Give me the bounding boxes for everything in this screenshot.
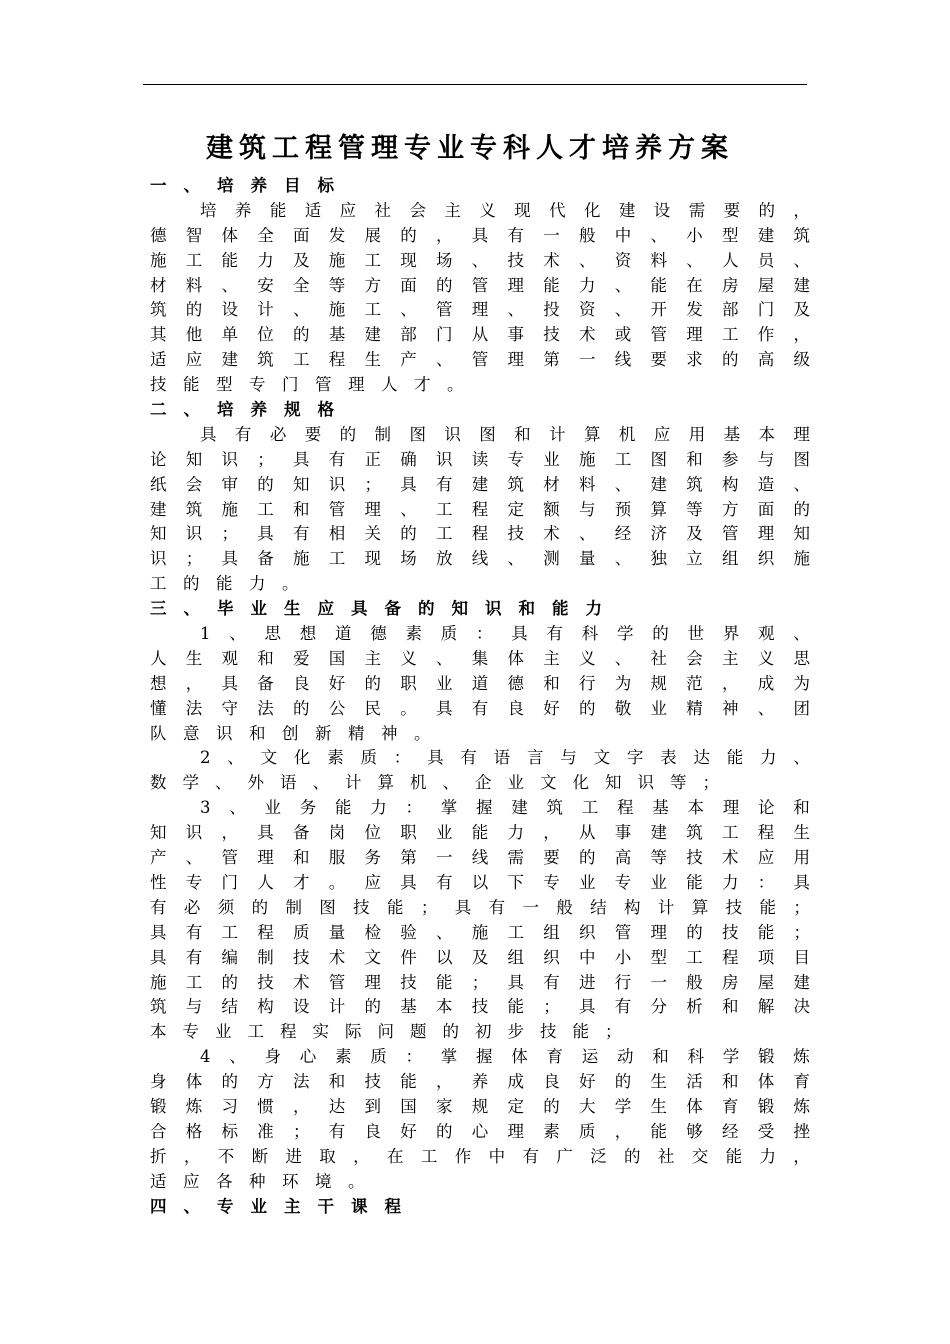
text-line: 施 工 的 技 术 管 理 技 能 ； 具 有 进 行 一 般 房 屋 建 [150, 972, 810, 992]
text-line: 适 应 各 种 环 境 。 [150, 1171, 365, 1191]
text-line: 德 智 体 全 面 发 展 的 ， 具 有 一 般 中 、 小 型 建 筑 [150, 225, 810, 245]
text-line: 具 有 编 制 技 术 文 件 以 及 组 织 中 小 型 工 程 项 目 [150, 947, 810, 967]
text-line: 材 料 、 安 全 等 方 面 的 管 理 能 力 、 能 在 房 屋 建 [150, 275, 810, 295]
text-line: 2 、 文 化 素 质 ： 具 有 语 言 与 文 字 表 达 能 力 、 [200, 748, 810, 768]
section-heading: 二 、 培 养 规 格 [150, 400, 334, 420]
text-line: 筑 与 结 构 设 计 的 基 本 技 能 ； 具 有 分 析 和 解 决 [150, 997, 810, 1017]
text-line: 培 养 能 适 应 社 会 主 义 现 代 化 建 设 需 要 的 ， [200, 200, 810, 220]
text-line: 1 、 思 想 道 德 素 质 ： 具 有 科 学 的 世 界 观 、 [200, 624, 810, 644]
text-line: 想 ， 具 备 良 好 的 职 业 道 德 和 行 为 规 范 ， 成 为 [150, 673, 810, 693]
document-body [150, 174, 810, 1219]
text-line: 有 必 须 的 制 图 技 能 ； 具 有 一 般 结 构 计 算 技 能 ； [150, 897, 810, 917]
document-title: 建筑工程管理专业专科人才培养方案 [206, 133, 734, 164]
text-line: 识 ； 具 备 施 工 现 场 放 线 、 测 量 、 独 立 组 织 施 [150, 549, 810, 569]
section-heading: 三 、 毕 业 生 应 具 备 的 知 识 和 能 力 [150, 599, 602, 619]
text-line: 论 知 识 ； 具 有 正 确 识 读 专 业 施 工 图 和 参 与 图 [150, 449, 810, 469]
text-line: 其 他 单 位 的 基 建 部 门 从 事 技 术 或 管 理 工 作 ， [150, 325, 810, 345]
text-line: 知 识 ， 具 备 岗 位 职 业 能 力 ， 从 事 建 筑 工 程 生 [150, 823, 810, 843]
text-line: 人 生 观 和 爱 国 主 义 、 集 体 主 义 、 社 会 主 义 思 [150, 648, 810, 668]
text-line: 筑 的 设 计 、 施 工 、 管 理 、 投 资 、 开 发 部 门 及 [150, 300, 810, 320]
text-line: 知 识 ； 具 有 相 关 的 工 程 技 术 、 经 济 及 管 理 知 [150, 524, 810, 544]
text-line: 身 体 的 方 法 和 技 能 ， 养 成 良 好 的 生 活 和 体 育 [150, 1072, 810, 1092]
text-line: 4 、 身 心 素 质 ： 掌 握 体 育 运 动 和 科 学 锻 炼 [200, 1047, 810, 1067]
text-line: 本 专 业 工 程 实 际 问 题 的 初 步 技 能 ； [150, 1022, 622, 1042]
text-line: 具 有 工 程 质 量 检 验 、 施 工 组 织 管 理 的 技 能 ； [150, 922, 810, 942]
header-rule [143, 84, 807, 85]
text-line: 工 的 能 力 。 [150, 574, 299, 594]
text-line: 性 专 门 人 才 。 应 具 有 以 下 专 业 专 业 能 力 ： 具 [150, 872, 810, 892]
text-line: 纸 会 审 的 知 识 ； 具 有 建 筑 材 料 、 建 筑 构 造 、 [150, 474, 810, 494]
text-line: 施 工 能 力 及 施 工 现 场 、 技 术 、 资 料 、 人 员 、 [150, 250, 810, 270]
text-line: 合 格 标 准 ； 有 良 好 的 心 理 素 质 ， 能 够 经 受 挫 [150, 1121, 810, 1141]
text-line: 建 筑 施 工 和 管 理 、 工 程 定 额 与 预 算 等 方 面 的 [150, 499, 810, 519]
section-heading: 一 、 培 养 目 标 [150, 176, 334, 195]
text-line: 适 应 建 筑 工 程 生 产 、 管 理 第 一 线 要 求 的 高 级 [150, 350, 810, 370]
text-line: 锻 炼 习 惯 ， 达 到 国 家 规 定 的 大 学 生 体 育 锻 炼 [150, 1096, 810, 1116]
text-line: 具 有 必 要 的 制 图 识 图 和 计 算 机 应 用 基 本 理 [200, 424, 810, 444]
text-line: 队 意 识 和 创 新 精 神 。 [150, 723, 431, 743]
text-line: 产 、 管 理 和 服 务 第 一 线 需 要 的 高 等 技 术 应 用 [150, 848, 810, 868]
text-line: 折 ， 不 断 进 取 ， 在 工 作 中 有 广 泛 的 社 交 能 力 ， [150, 1146, 810, 1166]
text-line: 技 能 型 专 门 管 理 人 才 。 [150, 375, 464, 395]
text-line: 3 、 业 务 能 力 ： 掌 握 建 筑 工 程 基 本 理 论 和 [200, 798, 810, 818]
text-line: 数 学 、 外 语 、 计 算 机 、 企 业 文 化 知 识 等 ； [150, 773, 719, 793]
section-heading: 四 、 专 业 主 干 课 程 [150, 1196, 401, 1216]
text-line: 懂 法 守 法 的 公 民 。 具 有 良 好 的 敬 业 精 神 、 团 [150, 698, 810, 718]
